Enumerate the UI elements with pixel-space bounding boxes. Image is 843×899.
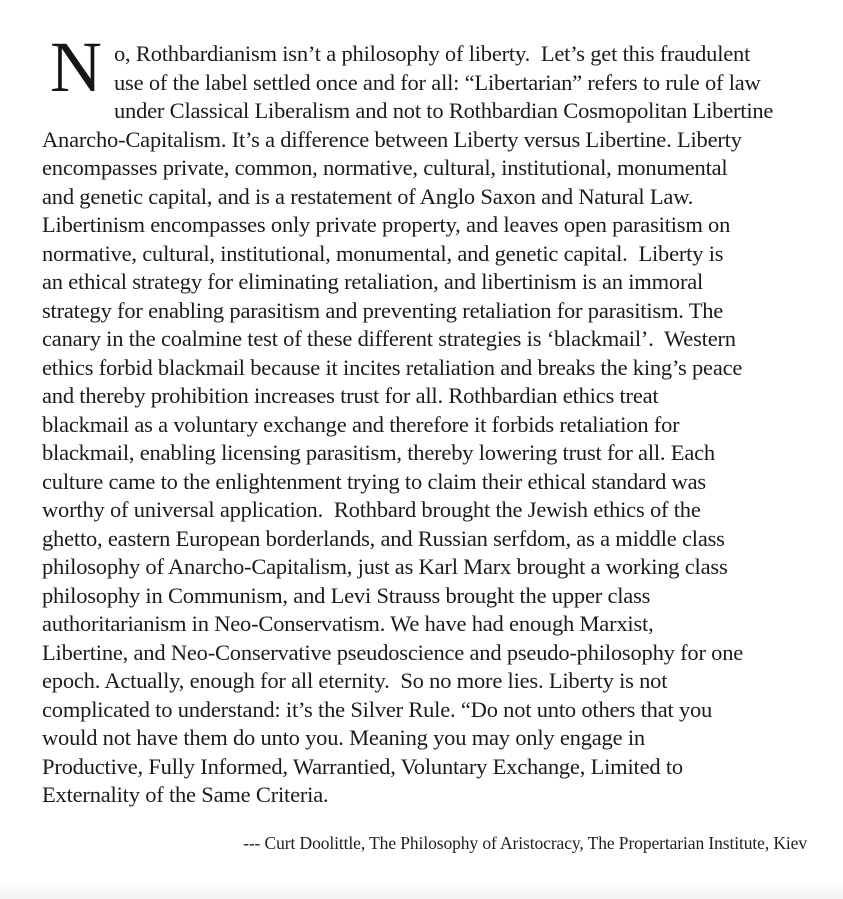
- text-line: o, Rothbardianism isn’t a philosophy of liberty. Let’s get this fraudulent: [114, 41, 751, 66]
- text-line: Libertinism encompasses only private property, and leaves open parasitism on: [42, 212, 731, 237]
- drop-cap: N: [50, 27, 102, 107]
- text-line: canary in the coalmine test of these different strategies is ‘blackmail’. Western: [42, 326, 736, 351]
- text-line: complicated to understand: it’s the Silver Rule. “Do not unto others that you: [42, 696, 713, 722]
- text-line: Productive, Fully Informed, Warrantied, Voluntary Exchange, Limited to: [42, 753, 683, 779]
- text-line: worthy of universal application. Rothbard brought the Jewish ethics of the: [42, 497, 701, 522]
- text-line: blackmail, enabling licensing parasitism, thereby lowering trust for all. Each: [42, 440, 715, 465]
- text-line: an ethical strategy for eliminating retaliation, and libertinism is an immoral: [42, 269, 704, 294]
- text-line: and genetic capital, and is a restatement of Anglo Saxon and Natural Law.: [42, 183, 694, 209]
- text-line: under Classical Liberalism and not to Rothbardian Cosmopolitan Libertine: [114, 98, 774, 123]
- text-line: philosophy of Anarcho-Capitalism, just as Karl Marx brought a working class: [42, 554, 728, 579]
- text-line: authoritarianism in Neo-Conservatism. We have had enough Marxist,: [42, 611, 654, 636]
- text-line: encompasses private, common, normative, cultural, institutional, monumental: [42, 155, 728, 180]
- text-line: use of the label settled once and for all: “Libertarian” refers to rule of law: [114, 69, 761, 95]
- text-line: normative, cultural, institutional, monumental, and genetic capital. Liberty is: [42, 240, 724, 266]
- attribution-line: --- Curt Doolittle, The Philosophy of Aristocracy, The Propertarian Institute, Kiev: [243, 832, 807, 853]
- bottom-edge-shadow: [0, 881, 843, 899]
- text-line: Anarcho-Capitalism. It’s a difference between Liberty versus Libertine. Liberty: [42, 126, 742, 152]
- text-line: epoch. Actually, enough for all eternity. So no more lies. Liberty is not: [42, 668, 668, 693]
- text-line: culture came to the enlightenment trying to claim their ethical standard was: [42, 468, 706, 494]
- text-line: would not have them do unto you. Meaning you may only engage in: [42, 725, 645, 750]
- text-line: philosophy in Communism, and Levi Strauss brought the upper class: [42, 582, 651, 608]
- text-line: ghetto, eastern European borderlands, and Russian serfdom, as a middle class: [42, 525, 725, 551]
- text-line: blackmail as a voluntary exchange and therefore it forbids retaliation for: [42, 411, 680, 437]
- text-line: Externality of the Same Criteria.: [42, 782, 329, 807]
- text-line: strategy for enabling parasitism and preventing retaliation for parasitism. The: [42, 297, 724, 323]
- text-line: ethics forbid blackmail because it incites retaliation and breaks the king’s peace: [42, 354, 743, 380]
- paragraph-lines: [42, 27, 805, 810]
- text-line: Libertine, and Neo-Conservative pseudoscience and pseudo-philosophy for one: [42, 639, 744, 665]
- text-line: and thereby prohibition increases trust for all. Rothbardian ethics treat: [42, 383, 659, 408]
